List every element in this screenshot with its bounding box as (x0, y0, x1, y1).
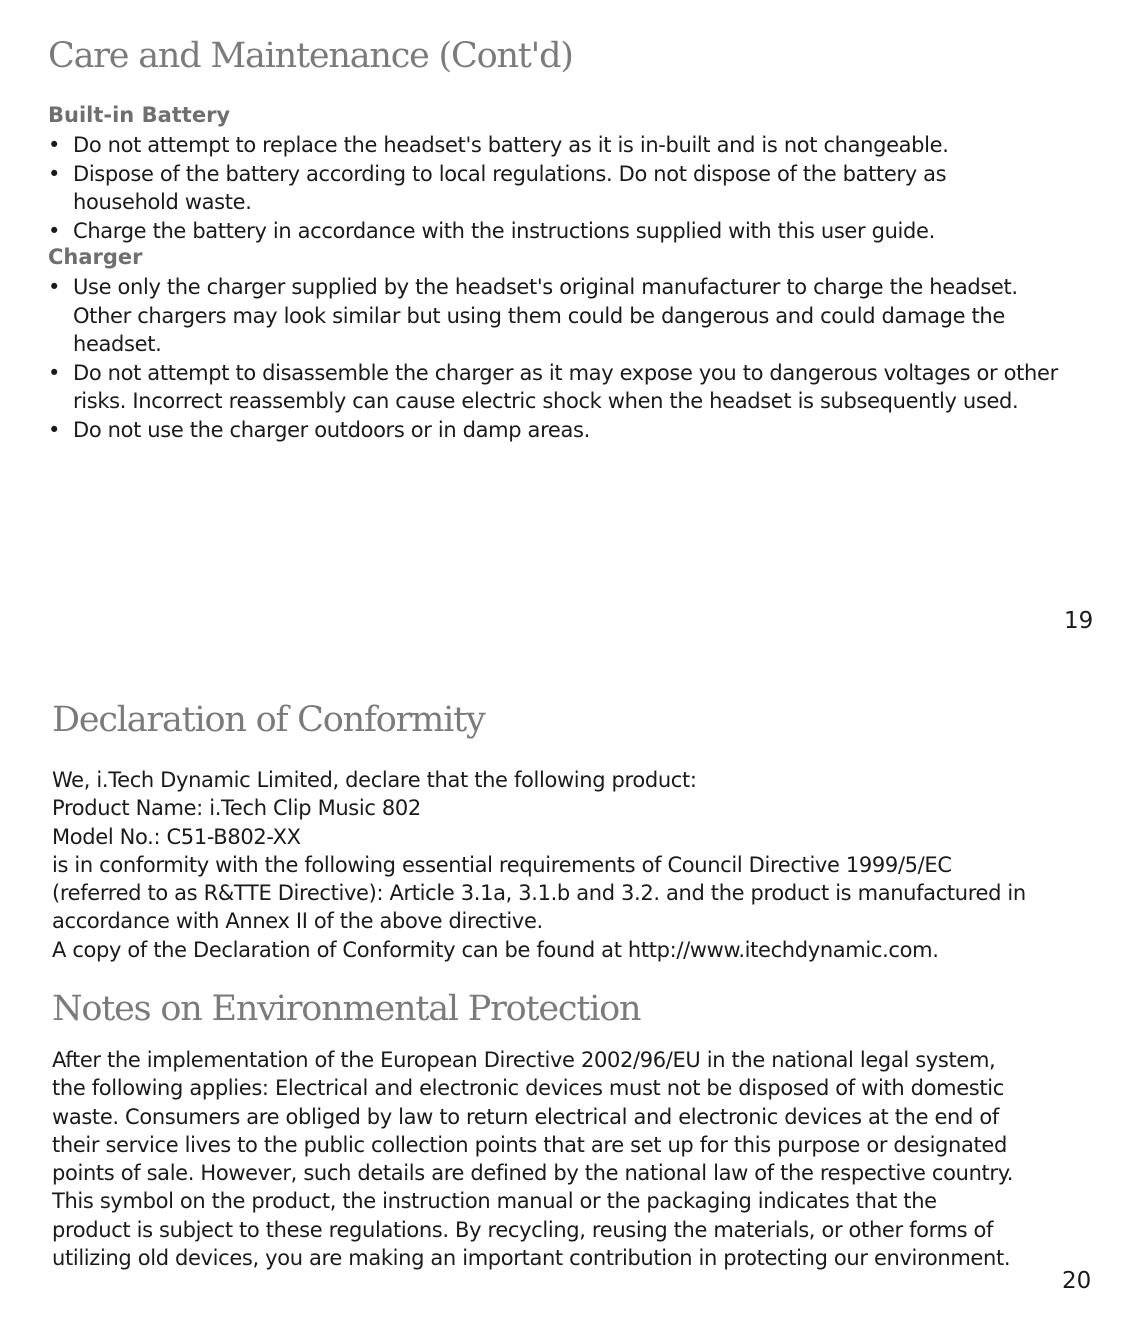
battery-item-text: Charge the battery in accordance with the instructions supplied with this user guide. (73, 218, 935, 243)
list-item (48, 416, 1060, 445)
bullet-icon: • (48, 275, 61, 299)
bullet-icon: • (48, 360, 61, 385)
bullet-icon: • (48, 218, 61, 243)
text-line: Model No.: C51-B802-XX (52, 824, 301, 849)
environment-title: Notes on Environmental Protection (52, 989, 641, 1029)
text-line: After the implementation of the European Directive 2002/96/EU in the national legal system, (52, 1048, 996, 1072)
list-item (48, 273, 1060, 359)
page-number: 20 (1062, 1268, 1092, 1294)
text-line: is in conformity with the following essential requirements of Council Directive 1999/5/EC (52, 852, 952, 877)
text-line: We, i.Tech Dynamic Limited, declare that the following product: (52, 768, 697, 792)
text-line: accordance with Annex II of the above directive. (52, 909, 543, 934)
text-line: (referred to as R&TTE Directive): Article 3.1a, 3.1.b and 3.2. and the product is manufactured in (52, 881, 1026, 906)
page-20 (0, 650, 1121, 1325)
battery-item-text: Dispose of the battery according to local regulations. Do not dispose of the battery as household waste. (73, 161, 947, 215)
environment-text (52, 1046, 1013, 1272)
charger-heading: Charger (48, 245, 143, 269)
charger-list (48, 273, 1060, 445)
text-line: This symbol on the product, the instruction manual or the packaging indicates that the (52, 1189, 937, 1214)
bullet-icon: • (48, 417, 61, 442)
bullet-icon: • (48, 161, 61, 186)
text-line: points of sale. However, such details are defined by the national law of the respective country. (52, 1161, 1014, 1186)
text-line: their service lives to the public collection points that are set up for this purpose or designated (52, 1132, 1007, 1157)
list-item (48, 131, 1058, 160)
text-line: utilizing old devices, you are making an important contribution in protecting our environment. (52, 1246, 1011, 1271)
list-item (48, 359, 1060, 416)
declaration-title: Declaration of Conformity (52, 700, 485, 740)
battery-item-text: Do not attempt to replace the headset's battery as it is in-built and is not changeable. (73, 133, 949, 157)
text-line: Product Name: i.Tech Clip Music 802 (52, 796, 421, 821)
bullet-icon: • (48, 133, 61, 157)
list-item (48, 217, 1058, 246)
text-line: the following applies: Electrical and electronic devices must not be disposed of with domestic (52, 1076, 1004, 1101)
charger-item-text: Use only the charger supplied by the headset's original manufacturer to charge the headset. Other chargers may look similar but using them could be dangerous and could damage the headset. (73, 275, 1018, 357)
page-19 (0, 0, 1121, 650)
declaration-text (52, 766, 1026, 964)
charger-item-text: Do not use the charger outdoors or in damp areas. (73, 417, 590, 442)
text-line: A copy of the Declaration of Conformity can be found at http://www.itechdynamic.com. (52, 937, 939, 962)
battery-list (48, 131, 1058, 245)
charger-item-text: Do not attempt to disassemble the charger as it may expose you to dangerous voltages or other risks. Incorrect reassembly can cause electric shock when the headset is subsequently used. (73, 360, 1058, 414)
page-number: 19 (1064, 608, 1094, 634)
list-item (48, 160, 1058, 217)
built-in-battery-heading: Built-in Battery (48, 103, 231, 127)
text-line: product is subject to these regulations. By recycling, reusing the materials, or other forms of (52, 1217, 994, 1242)
text-line: waste. Consumers are obliged by law to return electrical and electronic devices at the end of (52, 1104, 999, 1129)
care-maintenance-title: Care and Maintenance (Cont'd) (48, 36, 573, 76)
